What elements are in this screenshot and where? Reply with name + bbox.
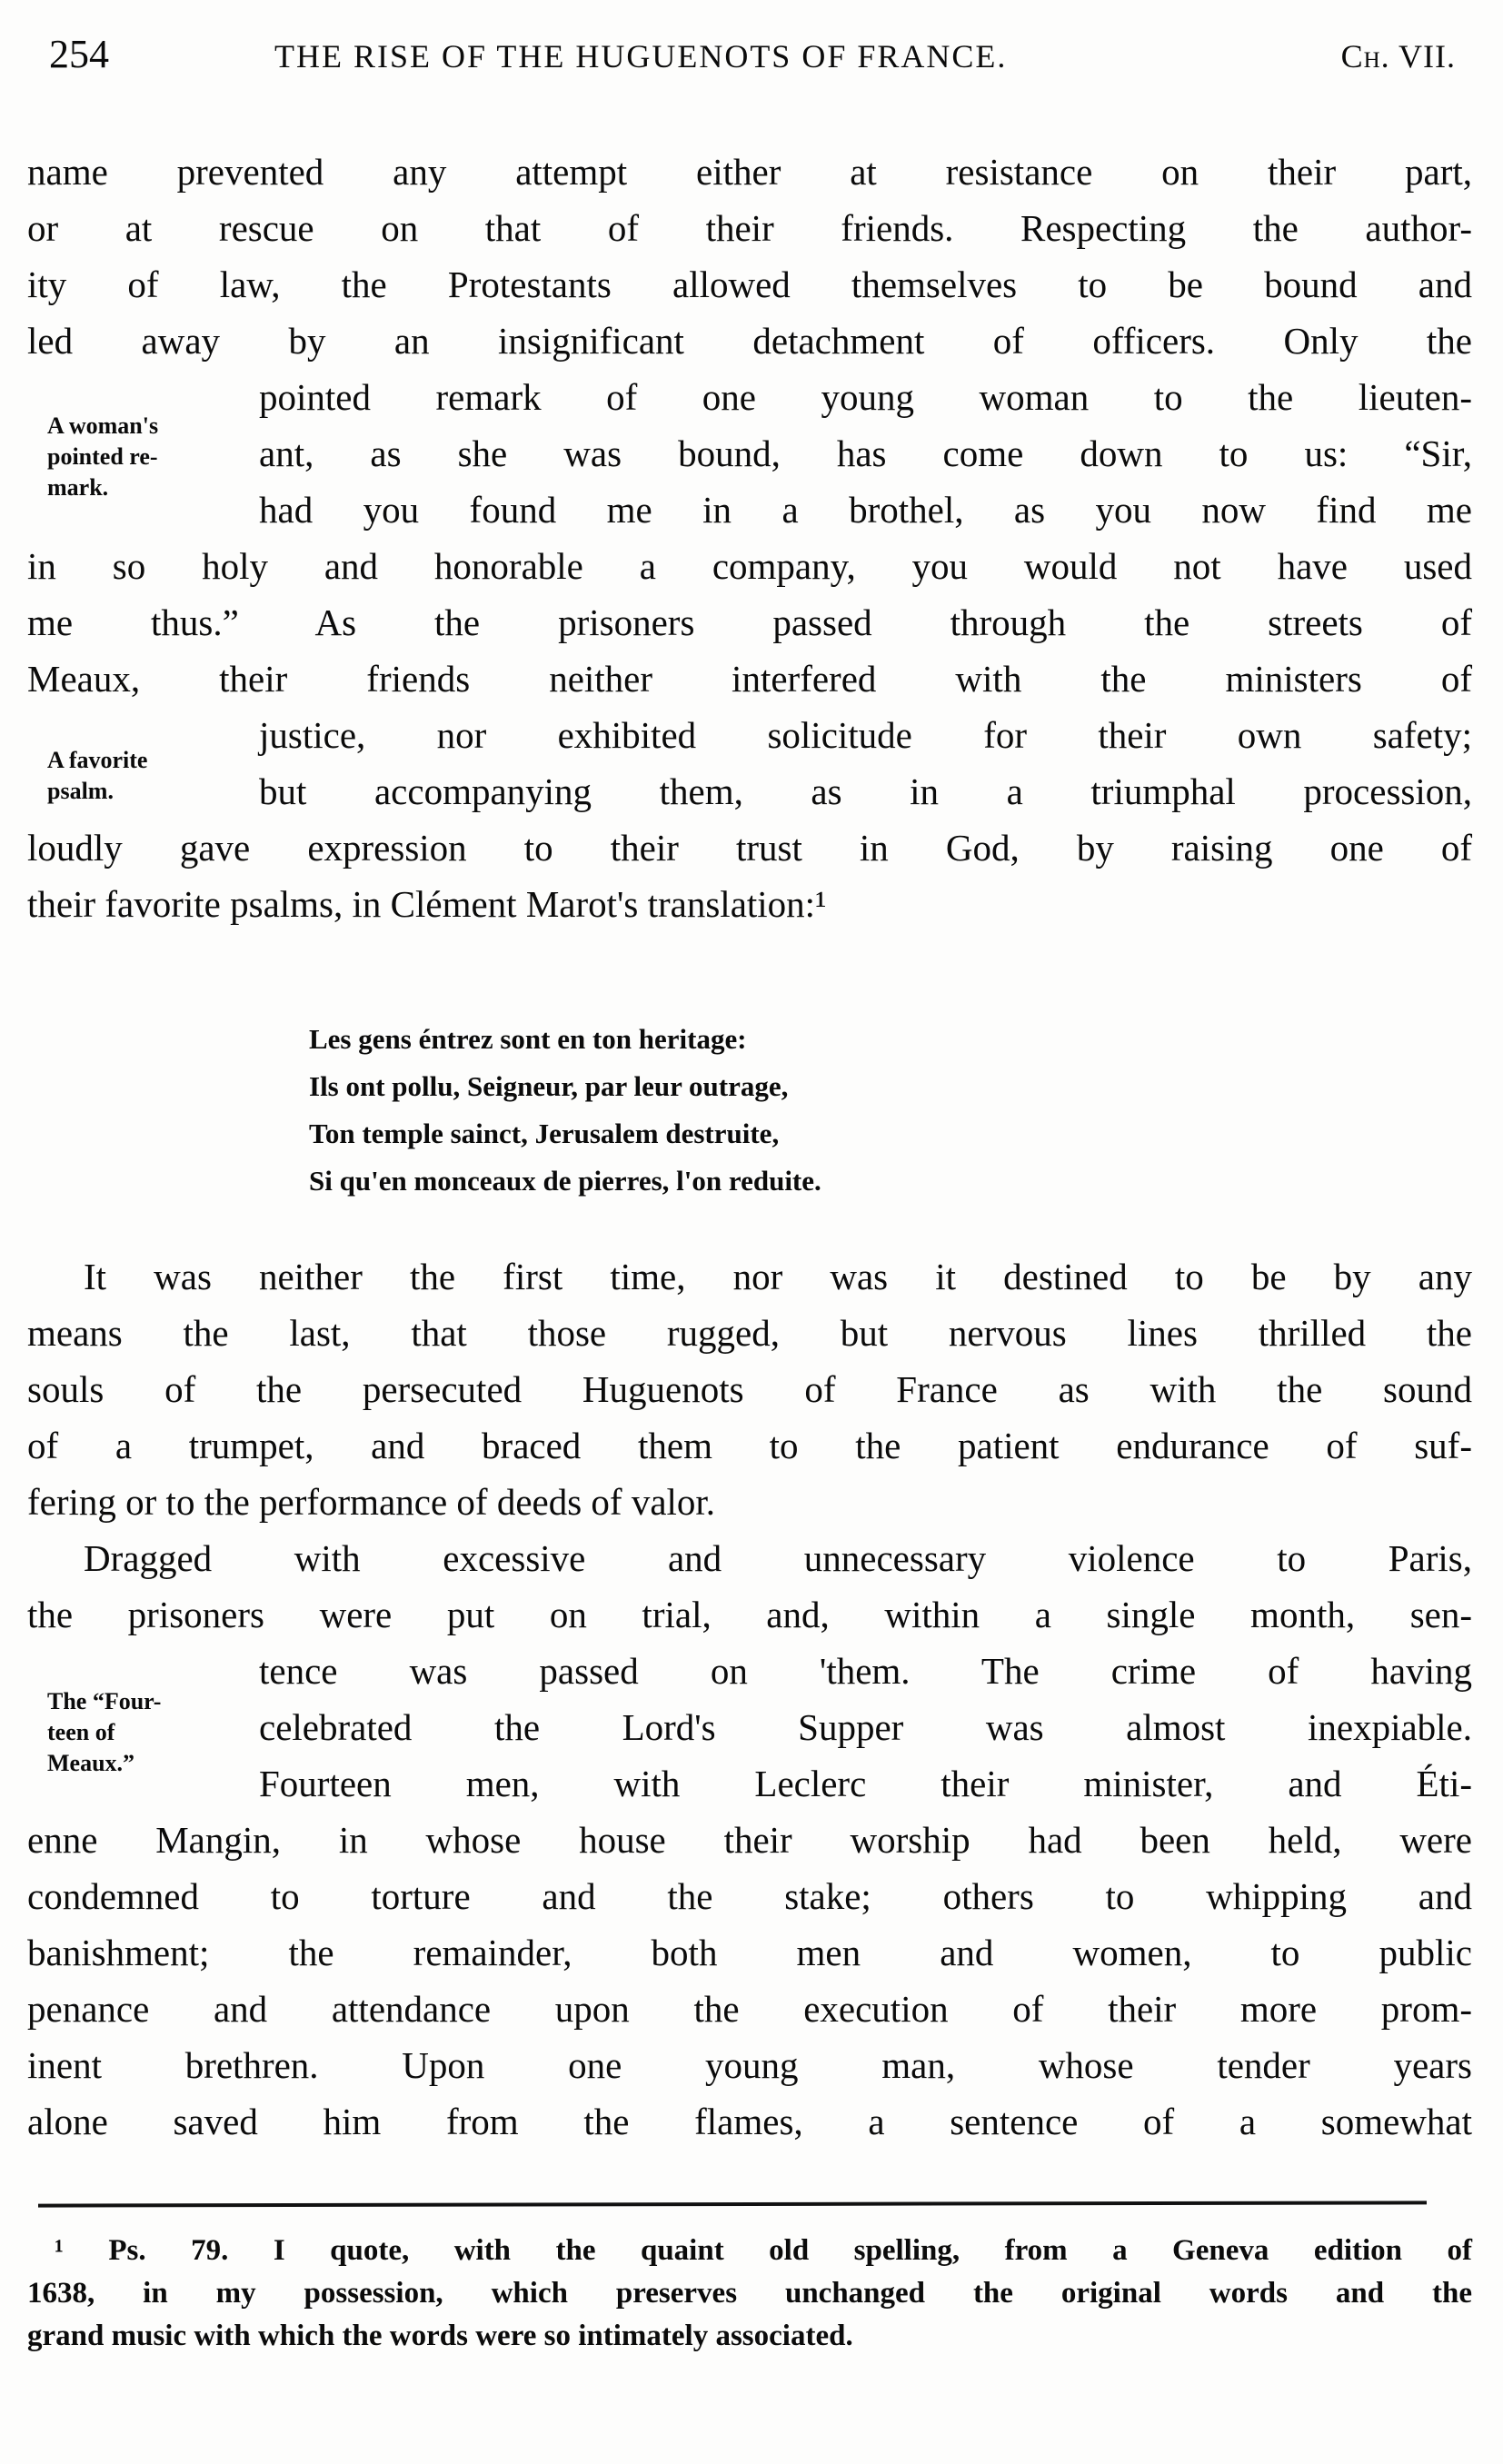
text-line: tence was passed on 'them. The crime of having [259, 1650, 1472, 1692]
text-line: condemned to torture and the stake; others to whipping and [27, 1875, 1472, 1917]
text-line: alone saved him from the flames, a sentence of a somewhat [27, 2101, 1472, 2142]
footnote-block [27, 2230, 1472, 2358]
text-line: means the last, that those rugged, but nervous lines thrilled the [27, 1312, 1472, 1354]
footnote-line: grand music with which the words were so intimately associated. [27, 2320, 853, 2352]
chapter-label: Ch. VII. [1340, 38, 1456, 75]
text-line: pointed remark of one young woman to the lieuten- [259, 376, 1472, 418]
text-line: their favorite psalms, in Clément Marot's translation:¹ [27, 883, 827, 925]
text-line: penance and attendance upon the execution of their more prom- [27, 1988, 1472, 2030]
text-line: me thus.” As the prisoners passed through the streets of [27, 601, 1472, 643]
page-header [27, 31, 1472, 82]
text-line: name prevented any attempt either at resistance on their part, [27, 151, 1472, 193]
paragraph-3 [27, 1530, 1472, 2150]
footnote-line: 1638, in my possession, which preserves unchanged the original words and the [27, 2277, 1472, 2310]
text-line: Meaux, their friends neither interfered with the ministers of [27, 658, 1472, 700]
quote-line: Ton temple sainct, Jerusalem destruite, [309, 1118, 780, 1149]
margin-note-line: Meaux.” [47, 1750, 135, 1776]
margin-note-line: A woman's [47, 412, 159, 439]
text-line: the prisoners were put on trial, and, within a single month, sen- [27, 1594, 1472, 1635]
page-body [27, 144, 1472, 2358]
margin-note-line: mark. [47, 474, 109, 501]
page-number: 254 [49, 32, 109, 76]
quote-line: Si qu'en monceaux de pierres, l'on reduite. [309, 1165, 821, 1197]
text-line: fering or to the performance of deeds of valor. [27, 1481, 716, 1523]
margin-note-line: psalm. [47, 778, 114, 804]
text-line: souls of the persecuted Huguenots of France as with the sound [27, 1368, 1472, 1410]
footnote-line: ¹ Ps. 79. I quote, with the quaint old spelling, from a Geneva edition of [55, 2234, 1472, 2267]
paragraph-2 [27, 1248, 1472, 1530]
text-line: ant, as she was bound, has come down to us: “Sir, [259, 432, 1472, 474]
text-line: or at rescue on that of their friends. Respecting the author- [27, 207, 1472, 249]
text-line: Dragged with excessive and unnecessary violence to Paris, [84, 1537, 1472, 1579]
text-line: enne Mangin, in whose house their worship had been held, were [27, 1819, 1472, 1861]
text-line: but accompanying them, as in a triumphal procession, [259, 770, 1472, 812]
footnote-separator [38, 2201, 1427, 2207]
margin-note-line: A favorite [47, 747, 148, 773]
text-line: ity of law, the Protestants allowed themselves to be bound and [27, 263, 1472, 305]
text-line: had you found me in a brothel, as you now find me [259, 489, 1472, 531]
quote-line: Ils ont pollu, Seigneur, par leur outrage, [309, 1070, 789, 1102]
text-line: led away by an insignificant detachment of officers. Only the [27, 320, 1472, 362]
margin-note-line: teen of [47, 1719, 115, 1745]
running-title: THE RISE OF THE HUGUENOTS OF FRANCE. [274, 38, 1008, 75]
psalm-quote-block [27, 1016, 1472, 1205]
text-line: loudly gave expression to their trust in God, by raising one of [27, 827, 1472, 869]
quote-line: Les gens éntrez sont en ton heritage: [309, 1023, 747, 1055]
margin-note-line: pointed re- [47, 443, 158, 470]
text-line: celebrated the Lord's Supper was almost inexpiable. [259, 1706, 1472, 1748]
text-line: justice, nor exhibited solicitude for their own safety; [259, 714, 1472, 756]
text-line: inent brethren. Upon one young man, whose tender years [27, 2044, 1472, 2086]
text-line: It was neither the first time, nor was it destined to be by any [84, 1256, 1472, 1297]
text-line: in so holy and honorable a company, you would not have used [27, 545, 1472, 587]
text-line: Fourteen men, with Leclerc their minister, and Éti- [259, 1763, 1472, 1804]
margin-note-line: The “Four- [47, 1688, 162, 1714]
text-line: of a trumpet, and braced them to the patient endurance of suf- [27, 1425, 1472, 1466]
text-line: banishment; the remainder, both men and women, to public [27, 1932, 1472, 1973]
paragraph-1 [27, 144, 1472, 932]
